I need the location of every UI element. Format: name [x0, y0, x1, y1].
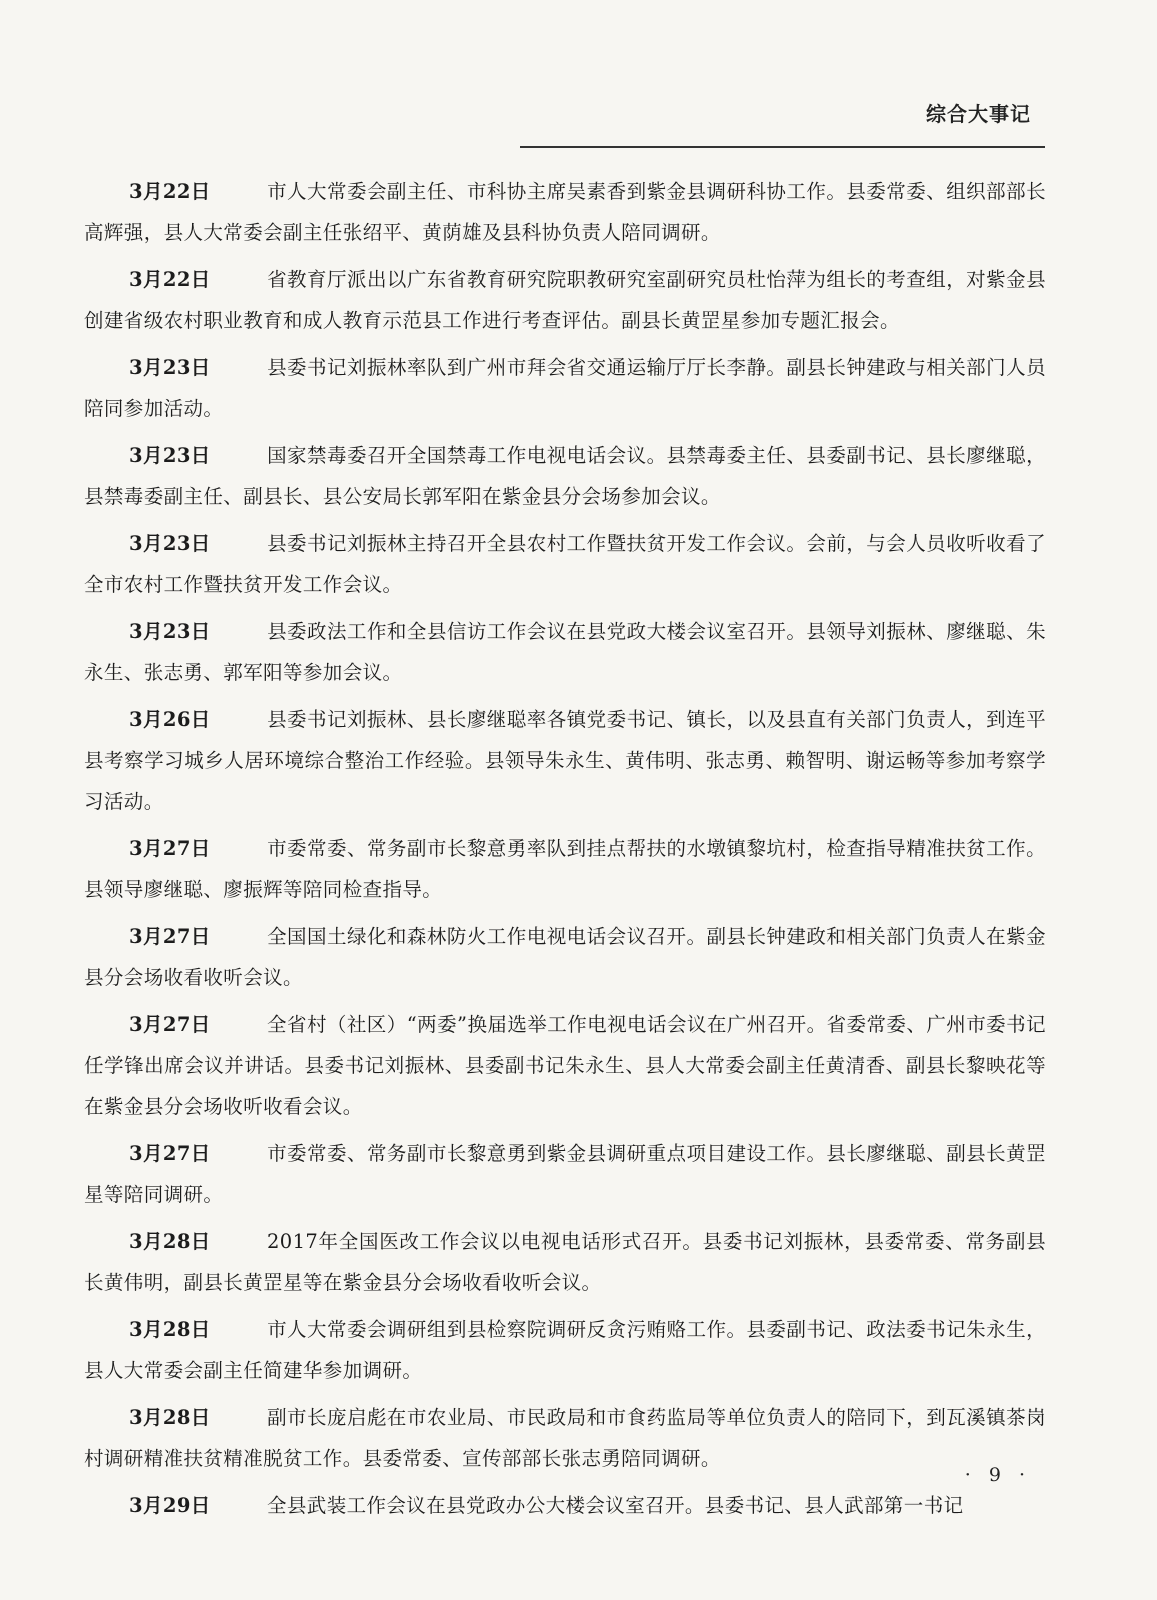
entry-date: 3月27日 [129, 1013, 211, 1036]
entry-text: 县委书记刘振林率队到广州市拜会省交通运输厅厅长李静。副县长钟建政与相关部门人员陪同参加活动。 [84, 356, 1046, 420]
entry-text: 县委政法工作和全县信访工作会议在县党政大楼会议室召开。县领导刘振林、廖继聪、朱永生、张志勇、郭军阳等参加会议。 [84, 620, 1046, 684]
entry-date: 3月23日 [129, 620, 211, 643]
chronicle-entry [84, 1309, 1046, 1391]
entry-date: 3月27日 [129, 837, 211, 860]
entry-date: 3月28日 [129, 1318, 211, 1341]
entry-date: 3月22日 [129, 180, 211, 203]
chronicle-entry [84, 259, 1046, 341]
entry-date: 3月22日 [129, 268, 211, 291]
entry-text: 全国国土绿化和森林防火工作电视电话会议召开。副县长钟建政和相关部门负责人在紫金县分会场收看收听会议。 [84, 925, 1046, 989]
chronicle-entry [84, 171, 1046, 253]
entry-date: 3月28日 [129, 1406, 211, 1429]
entry-text: 全省村（社区）“两委”换届选举工作电视电话会议在广州召开。省委常委、广州市委书记任学锋出席会议并讲话。县委书记刘振林、县委副书记朱永生、县人大常委会副主任黄清香、副县长黎映花等在紫金县分会场收听收看会议。 [84, 1013, 1046, 1118]
entry-text: 市委常委、常务副市长黎意勇到紫金县调研重点项目建设工作。县长廖继聪、副县长黄罡星等陪同调研。 [84, 1142, 1046, 1206]
entry-date: 3月23日 [129, 532, 211, 555]
entry-date: 3月27日 [129, 1142, 211, 1165]
entry-text: 市委常委、常务副市长黎意勇率队到挂点帮扶的水墩镇黎坑村，检查指导精准扶贫工作。县领导廖继聪、廖振辉等陪同检查指导。 [84, 837, 1046, 901]
chronicle-entry [84, 347, 1046, 429]
chronicle-entry [84, 828, 1046, 910]
chronicle-entry [84, 1133, 1046, 1215]
entry-text: 市人大常委会调研组到县检察院调研反贪污贿赂工作。县委副书记、政法委书记朱永生，县人大常委会副主任简建华参加调研。 [84, 1318, 1046, 1382]
chronicle-entry [84, 435, 1046, 517]
chronicle-entry [84, 916, 1046, 998]
chronicle-entry [84, 699, 1046, 822]
entry-text: 国家禁毒委召开全国禁毒工作电视电话会议。县禁毒委主任、县委副书记、县长廖继聪，县禁毒委副主任、副县长、县公安局长郭军阳在紫金县分会场参加会议。 [84, 444, 1046, 508]
entry-date: 3月29日 [129, 1494, 211, 1517]
chronicle-entries [84, 171, 1046, 1532]
entry-date: 3月23日 [129, 444, 211, 467]
entry-date: 3月27日 [129, 925, 211, 948]
chronicle-entry [84, 1397, 1046, 1479]
entry-date: 3月26日 [129, 708, 211, 731]
entry-text: 县委书记刘振林主持召开全县农村工作暨扶贫开发工作会议。会前，与会人员收听收看了全市农村工作暨扶贫开发工作会议。 [84, 532, 1046, 596]
chronicle-entry [84, 611, 1046, 693]
chronicle-entry [84, 523, 1046, 605]
entry-text: 全县武装工作会议在县党政办公大楼会议室召开。县委书记、县人武部第一书记 [267, 1494, 964, 1517]
entry-date: 3月28日 [129, 1230, 211, 1253]
chronicle-entry [84, 1004, 1046, 1127]
entry-text: 省教育厅派出以广东省教育研究院职教研究室副研究员杜怡萍为组长的考查组，对紫金县创建省级农村职业教育和成人教育示范县工作进行考查评估。副县长黄罡星参加专题汇报会。 [84, 268, 1046, 332]
chronicle-entry [84, 1485, 1046, 1526]
entry-date: 3月23日 [129, 356, 211, 379]
chronicle-entry [84, 1221, 1046, 1303]
entry-text: 副市长庞启彪在市农业局、市民政局和市食药监局等单位负责人的陪同下，到瓦溪镇茶岗村调研精准扶贫精准脱贫工作。县委常委、宣传部部长张志勇陪同调研。 [84, 1406, 1046, 1470]
running-header-title: 综合大事记 [926, 102, 1031, 126]
header-rule [520, 146, 1045, 148]
entry-text: 市人大常委会副主任、市科协主席吴素香到紫金县调研科协工作。县委常委、组织部部长高辉强，县人大常委会副主任张绍平、黄荫雄及县科协负责人陪同调研。 [84, 180, 1046, 244]
page-number: · 9 · [964, 1464, 1031, 1486]
entry-text: 2017年全国医改工作会议以电视电话形式召开。县委书记刘振林，县委常委、常务副县长黄伟明，副县长黄罡星等在紫金县分会场收看收听会议。 [84, 1230, 1046, 1294]
entry-text: 县委书记刘振林、县长廖继聪率各镇党委书记、镇长，以及县直有关部门负责人，到连平县考察学习城乡人居环境综合整治工作经验。县领导朱永生、黄伟明、张志勇、赖智明、谢运畅等参加考察学习活动。 [84, 708, 1046, 813]
